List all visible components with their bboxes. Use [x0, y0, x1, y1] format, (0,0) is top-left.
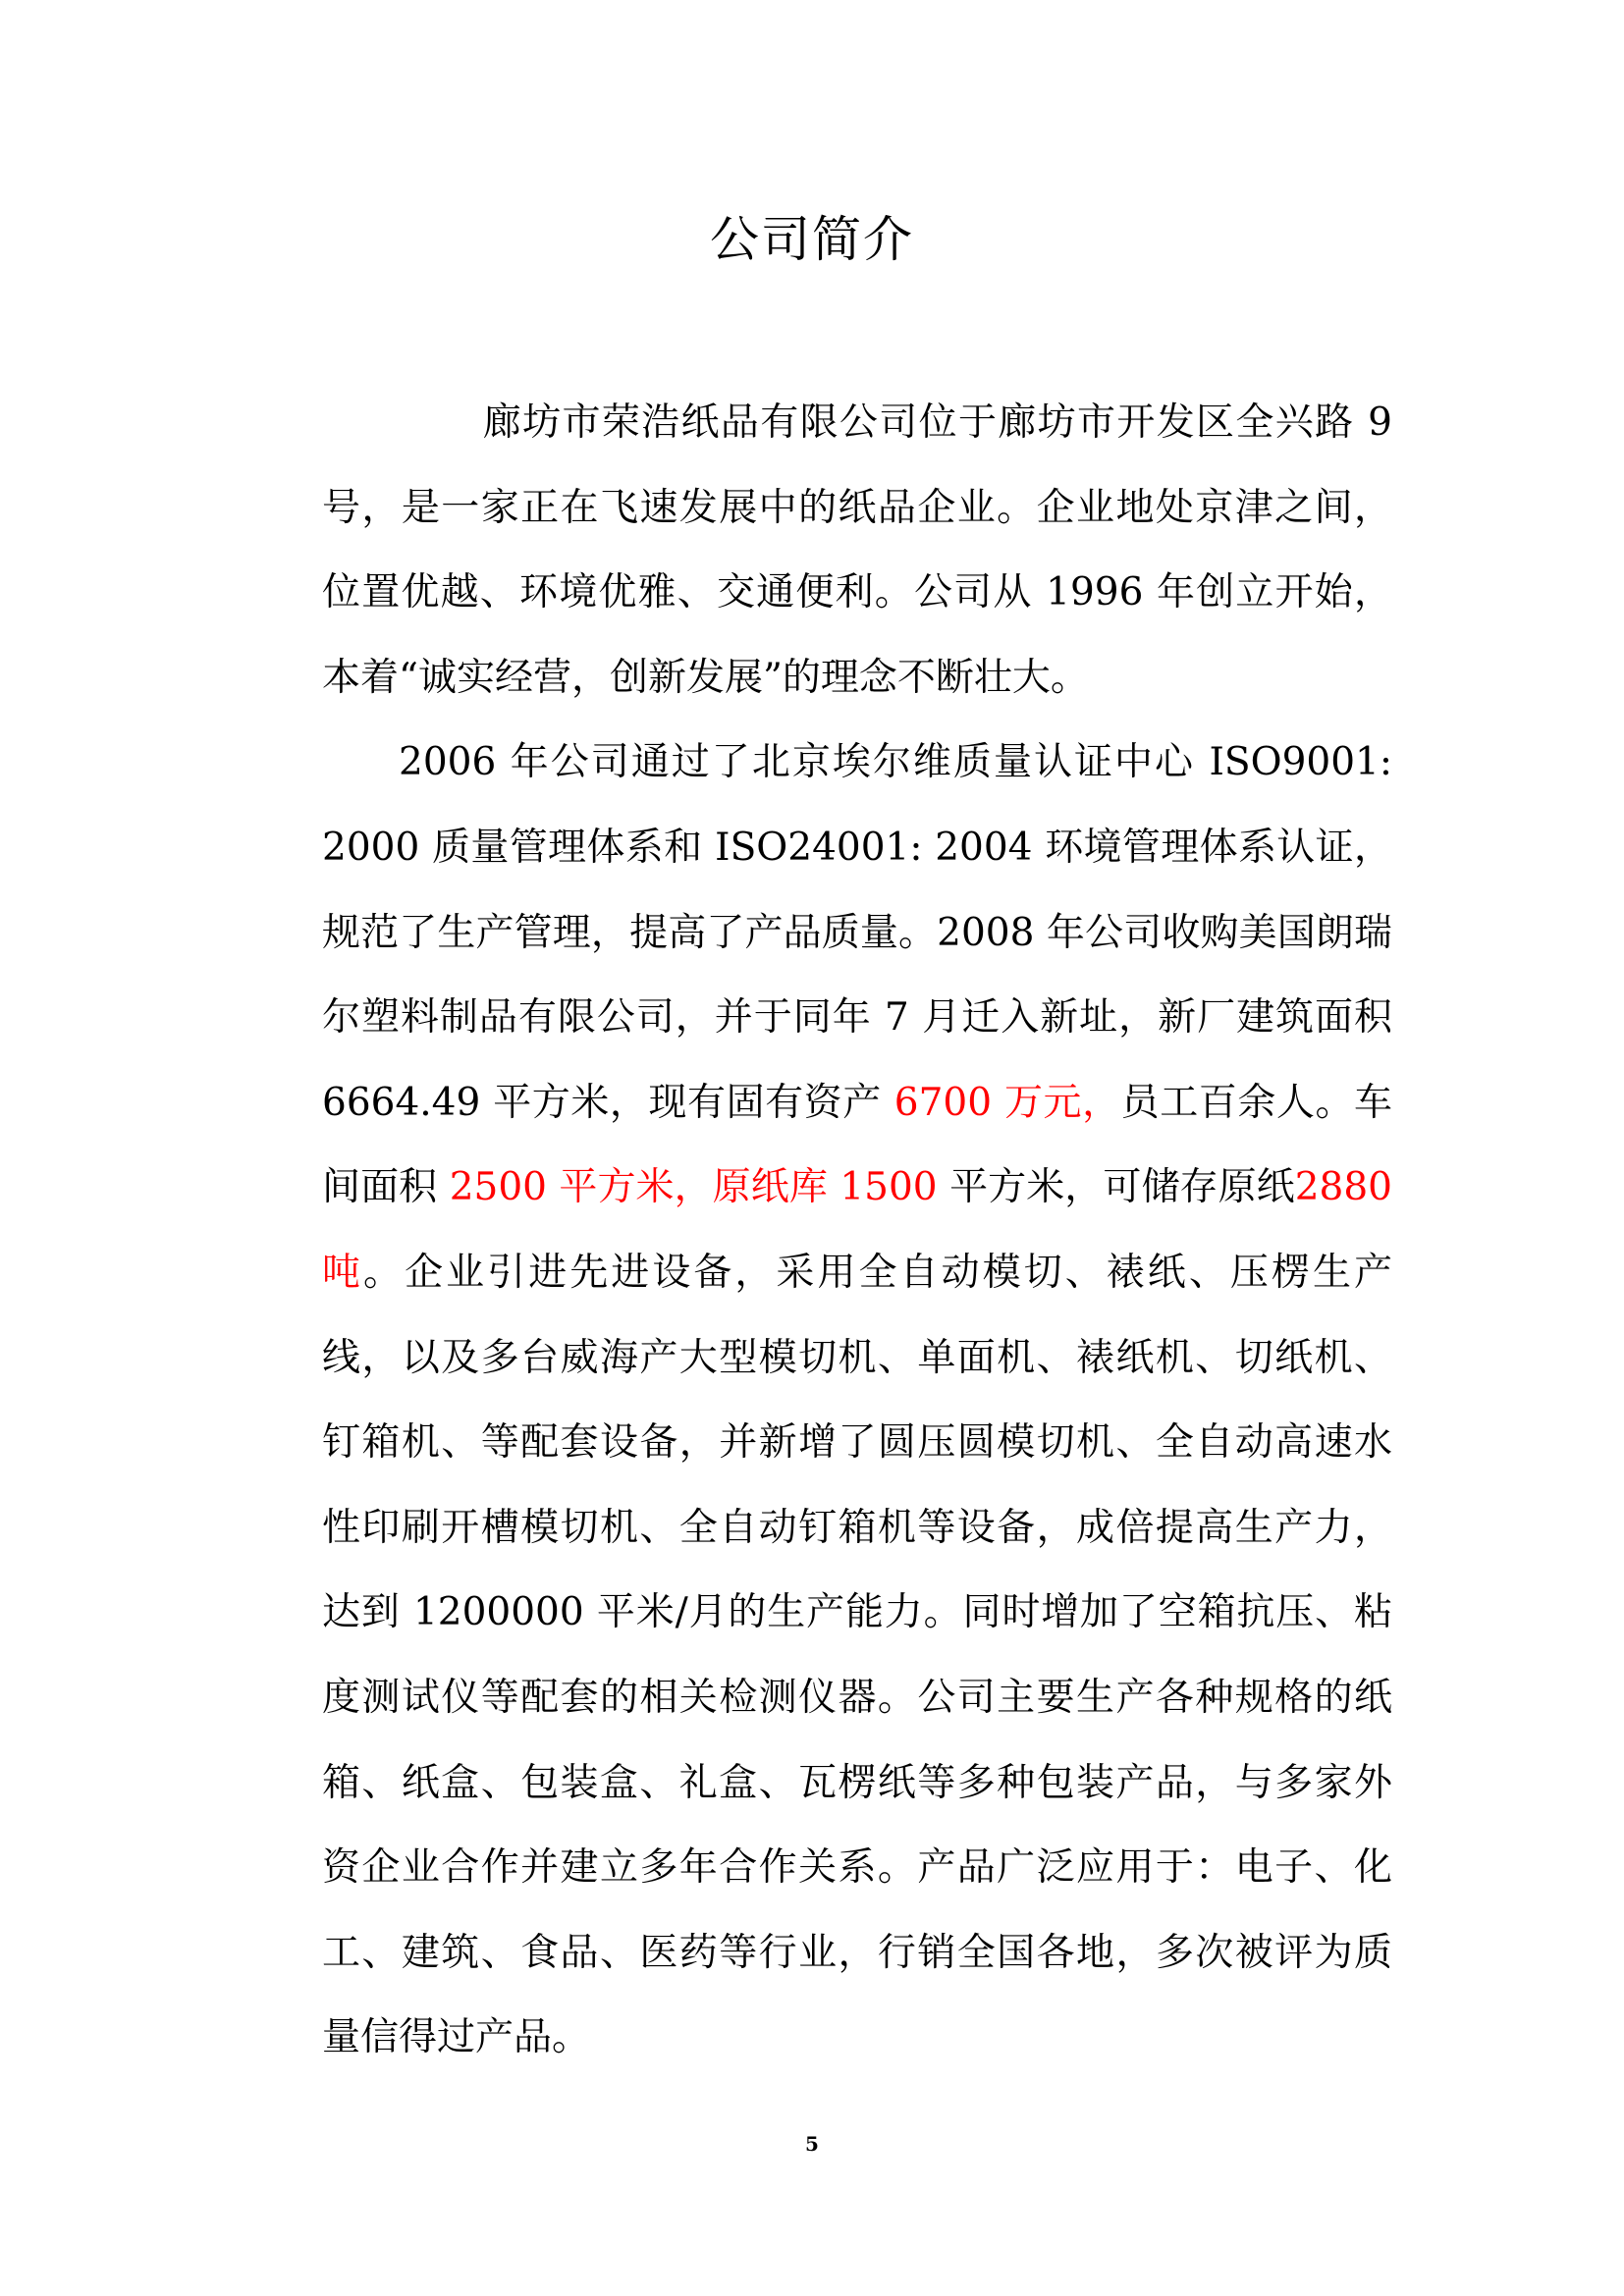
highlight-workshop-area: 2500 平方米，原纸库 1500 — [449, 1165, 938, 1210]
document-body — [322, 381, 1392, 2081]
paragraph-text-segment: 。企业引进先进设备，采用全自动模切、裱纸、压楞生产线，以及多台威海产大型模切机、单面机、裱纸机、切纸机、钉箱机、等配套设备，并新增了圆压圆模切机、全自动高速水性印刷开槽模切机、全自动钉箱机等设备，成倍提高生产力，达到 1200000 平米/月的生产能力。同时增加了空箱抗压、粘度测试仪等配套的相关检测仪器。公司主要生产各种规格的纸箱、纸盒、包装盒、礼盒、瓦楞纸等多种包装产品，与多家外资企业合作并建立多年合作关系。产品广泛应用于：电子、化工、建筑、食品、医药等行业，行销全国各地，多次被评为质量信得过产品。 — [322, 1250, 1392, 2060]
paragraph-text-segment: 平方米，可储存原纸 — [937, 1165, 1295, 1210]
paragraph-text-segment: 2006 年公司通过了北京埃尔维质量认证中心 ISO9001: 2000 质量管理体系和 ISO24001: 2004 环境管理体系认证，规范了生产管理，提高了产品质量。2008 年公司收购美国朗瑞尔塑料制品有限公司，并于同年 7 月迁入新址，新厂建筑面积 6664.49 平方米，现有固有资产 — [322, 740, 1392, 1125]
page-title: 公司简介 — [710, 211, 914, 268]
page-number: 5 — [805, 2132, 819, 2156]
highlight-fixed-assets: 6700 万元， — [893, 1080, 1121, 1125]
certification-paragraph — [322, 721, 1392, 2081]
highlight-paper-storage: 2880 吨 — [322, 1165, 1392, 1295]
paragraph-text-segment: 员工百余人。车间面积 — [322, 1080, 1392, 1210]
intro-paragraph: 廊坊市荣浩纸品有限公司位于廊坊市开发区全兴路 9 号，是一家正在飞速发展中的纸品企业。企业地处京津之间，位置优越、环境优雅、交通便利。公司从 1996 年创立开始，本着“诚实经营，创新发展”的理念不断壮大。 — [322, 400, 1392, 700]
